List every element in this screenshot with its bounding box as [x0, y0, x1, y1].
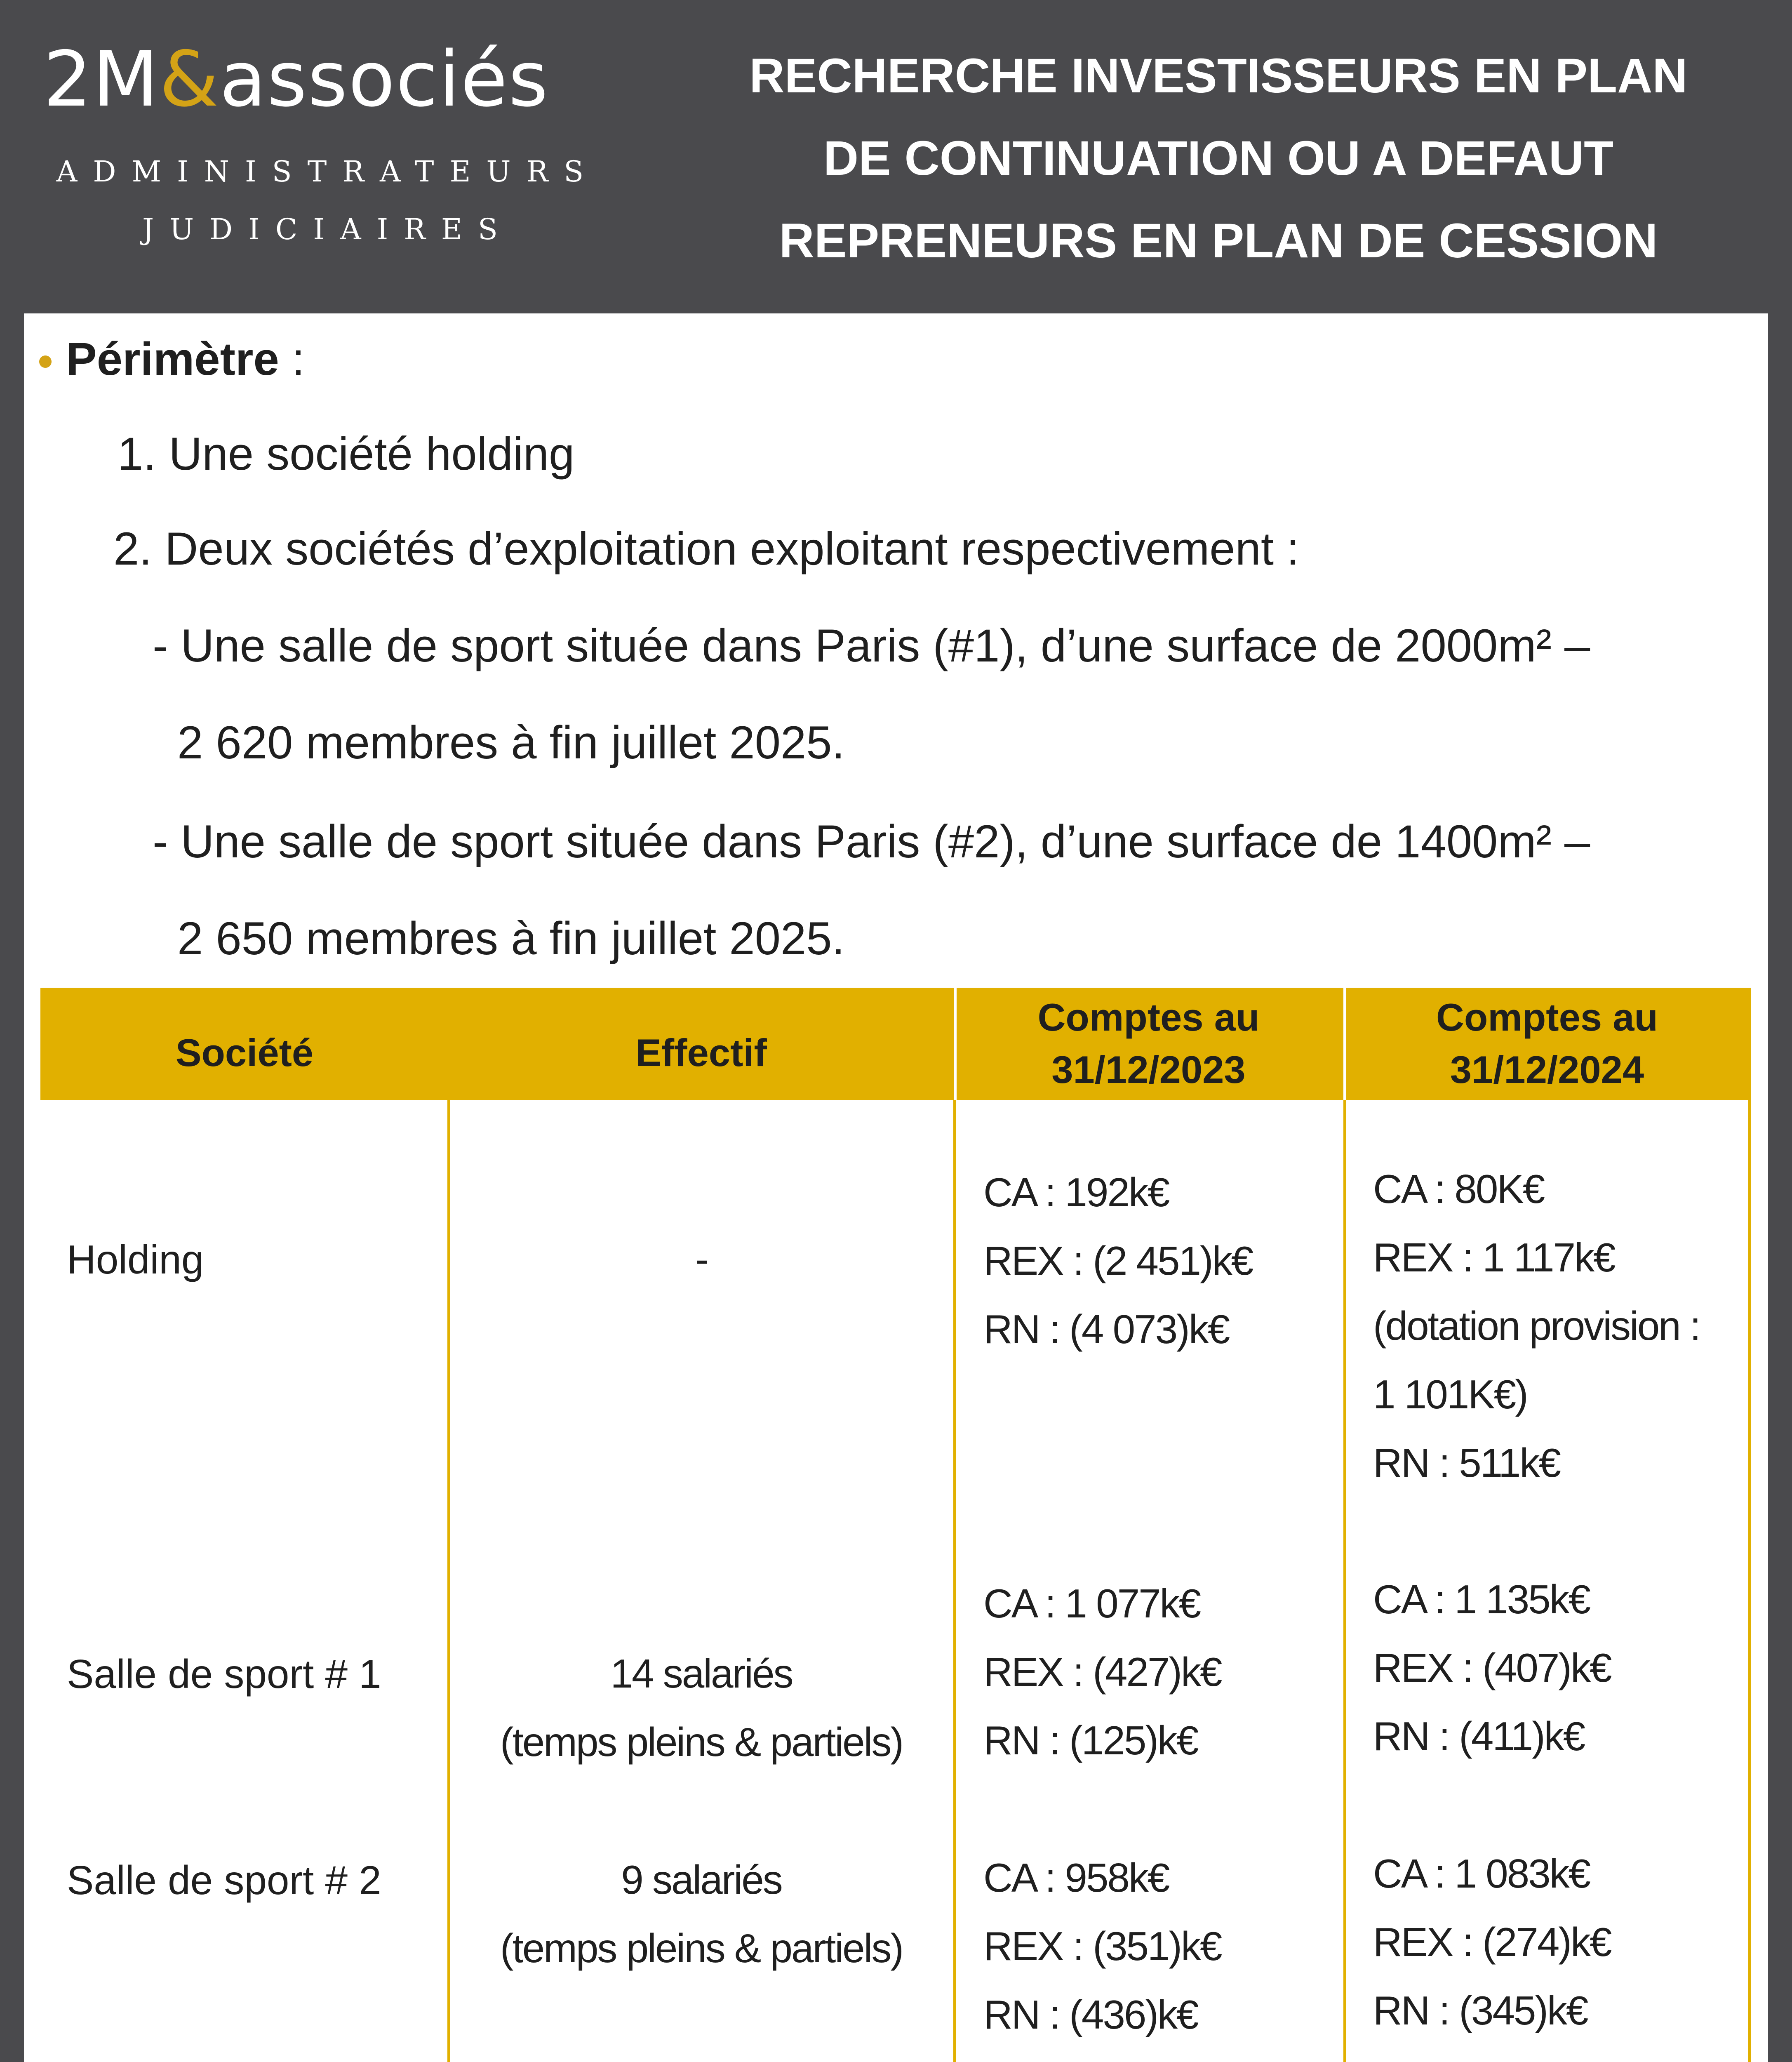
ca-value: CA : 80K€ — [1373, 1166, 1544, 1212]
perimetre-heading — [66, 333, 305, 385]
table-header-comptes-2023 — [954, 988, 1343, 1100]
table-row-holding-comptes-2023 — [983, 1158, 1252, 1363]
rn-value: RN : (411)k€ — [1373, 1714, 1585, 1759]
table-header-comptes-2024-line2: 31/12/2024 — [1450, 1048, 1644, 1091]
table-row-salle1-effectif — [449, 1639, 953, 1776]
ca-value: CA : 958k€ — [983, 1855, 1169, 1900]
table-row-holding-effectif — [449, 1225, 953, 1293]
ca-value: CA : 1 083k€ — [1373, 1851, 1590, 1896]
table-row-salle1-comptes-2023 — [983, 1569, 1221, 1775]
perimetre-label: Périmètre — [66, 333, 279, 385]
table-header-comptes-2023-line2: 31/12/2023 — [1051, 1048, 1246, 1091]
perimetre-item-holding: 1. Une société holding — [118, 428, 575, 480]
table-row-salle1-comptes-2024 — [1373, 1565, 1611, 1770]
table-row-salle2-comptes-2023 — [983, 1843, 1221, 2049]
rn-value: RN : (345)k€ — [1373, 1988, 1587, 2033]
header-title-line-3: REPRENEURS EN PLAN DE CESSION — [779, 214, 1658, 268]
rex-value: REX : (407)k€ — [1373, 1645, 1611, 1690]
dotation-value: 1 101K€) — [1373, 1372, 1527, 1417]
perimetre-subitem-salle2-line2: 2 650 membres à fin juillet 2025. — [177, 913, 845, 964]
logo-subtitle-judiciaires: JUDICIAIRES — [142, 212, 513, 246]
logo-subtitle-administrateurs: ADMINISTRATEURS — [56, 155, 600, 188]
logo-ampersand: & — [159, 35, 220, 124]
table-header-comptes-2024 — [1343, 988, 1751, 1100]
table-row-salle1-name: Salle de sport # 1 — [67, 1651, 381, 1697]
rn-value: RN : (4 073)k€ — [983, 1306, 1229, 1352]
effectif-line: - — [695, 1236, 708, 1282]
rn-value: RN : (125)k€ — [983, 1718, 1198, 1763]
logo-pre: 2M — [43, 35, 160, 124]
dotation-note: (dotation provision : — [1373, 1303, 1700, 1349]
rex-value: REX : (351)k€ — [983, 1923, 1221, 1969]
perimetre-subitem-salle1-line2: 2 620 membres à fin juillet 2025. — [177, 717, 845, 768]
table-header-comptes-2023-line1: Comptes au — [1037, 996, 1260, 1039]
logo-post: associés — [219, 35, 549, 124]
table-row-holding-comptes-2024 — [1373, 1155, 1700, 1497]
table-header-effectif: Effectif — [635, 1031, 767, 1074]
logo-wordmark — [43, 35, 549, 124]
effectif-line: 14 salariés — [610, 1651, 793, 1696]
ca-value: CA : 192k€ — [983, 1170, 1169, 1215]
rex-value: REX : (274)k€ — [1373, 1919, 1611, 1965]
table-column-divider — [1748, 1100, 1751, 2062]
ca-value: CA : 1 077k€ — [983, 1581, 1200, 1626]
table-row-salle2-effectif — [449, 1845, 953, 1982]
table-column-divider — [1343, 1100, 1346, 2062]
table-header-comptes-2024-line1: Comptes au — [1436, 996, 1658, 1039]
rex-value: REX : (2 451)k€ — [983, 1238, 1253, 1283]
table-row-salle2-comptes-2024 — [1373, 1839, 1611, 2045]
perimetre-item-exploitation: 2. Deux sociétés d’exploitation exploitant respectivement : — [113, 523, 1300, 574]
perimetre-subitem-salle1-line1: - Une salle de sport située dans Paris (#1), d’une surface de 2000m² – — [153, 620, 1590, 671]
perimetre-subitem-salle2-line1: - Une salle de sport située dans Paris (#2), d’une surface de 1400m² – — [153, 816, 1590, 867]
ca-value: CA : 1 135k€ — [1373, 1577, 1590, 1622]
effectif-detail: (temps pleins & partiels) — [500, 1925, 903, 1971]
perimetre-colon: : — [279, 333, 305, 385]
table-row-salle2-name: Salle de sport # 2 — [67, 1857, 381, 1903]
rex-value: REX : (427)k€ — [983, 1649, 1221, 1695]
table-row-holding-name: Holding — [67, 1237, 204, 1282]
header-title-line-1: RECHERCHE INVESTISSEURS EN PLAN — [749, 49, 1688, 103]
rn-value: RN : (436)k€ — [983, 1992, 1198, 2037]
table-column-divider — [953, 1100, 956, 2062]
rn-value: RN : 511k€ — [1373, 1440, 1560, 1485]
rex-value: REX : 1 117k€ — [1373, 1235, 1615, 1280]
bullet-dot-icon — [39, 355, 52, 368]
header-title-line-2: DE CONTINUATION OU A DEFAUT — [823, 131, 1614, 186]
table-header-societe: Société — [175, 1031, 314, 1074]
effectif-line: 9 salariés — [621, 1857, 782, 1902]
effectif-detail: (temps pleins & partiels) — [500, 1719, 903, 1765]
